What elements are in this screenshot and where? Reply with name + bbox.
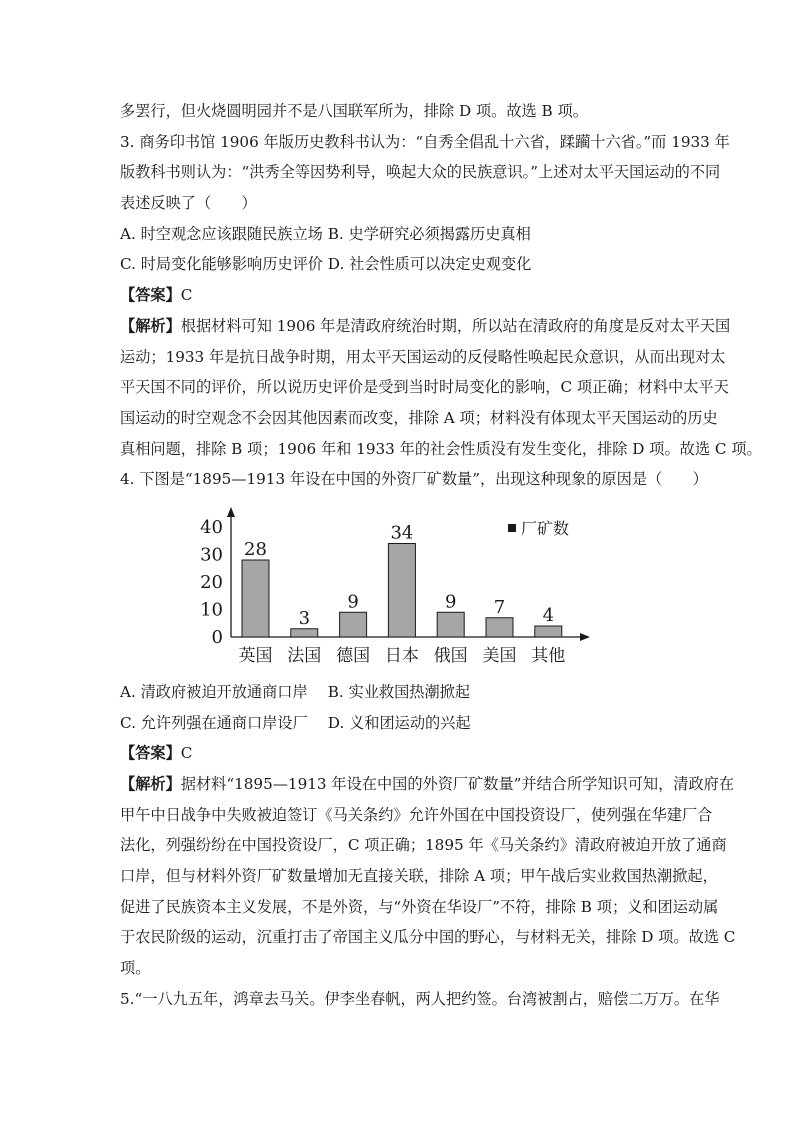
question-3 (120, 127, 762, 465)
data-label: 3 (298, 607, 311, 629)
category-label: 美国 (482, 645, 517, 666)
question-4 (120, 464, 736, 984)
y-tick-label: 10 (200, 599, 223, 621)
q3-stem-line: 3. 商务印书馆 1906 年版历史教科书认为：“自秀全倡乱十六省，蹂躏十六省。”而 1933 年 (120, 132, 730, 151)
data-label: 7 (493, 596, 506, 618)
y-tick-label: 30 (200, 544, 223, 566)
q4-stem: 4. 下图是“1895—1913 年设在中国的外资厂矿数量”，出现这种现象的原因是（ ） (120, 470, 708, 489)
q5-stem-start: 5.“一八九五年，鸿章去马关。伊李坐春帆，两人把约签。台湾被割占，赔偿二万万。在华 (120, 989, 720, 1008)
q4-analysis-line: 口岸，但与材料外资厂矿数量增加无直接关联，排除 A 项；甲午战后实业救国热潮掀起， (120, 867, 718, 886)
q3-analysis-line: 运动；1933 年是抗日战争时期，用太平天国运动的反侵略性唤起民众意识，从而出现对太 (120, 347, 726, 366)
q4-analysis-line: 【解析】据材料“1895—1913 年设在中国的外资厂矿数量”并结合所学知识可知，清政府在 (120, 775, 735, 793)
answer-value: C (180, 286, 193, 305)
q4-option: A. 清政府被迫开放通商口岸 B. 实业救国热潮掀起 (120, 682, 471, 701)
bar (535, 626, 562, 637)
bar (388, 543, 415, 637)
foreign-factory-bar-chart (120, 503, 690, 673)
q3-answer (120, 280, 690, 311)
bar (291, 629, 318, 637)
q4-answer (120, 738, 690, 769)
q3-analysis-line: 【解析】根据材料可知 1906 年是清政府统治时期，所以站在清政府的角度是反对太平天国 (120, 316, 731, 335)
category-label: 英国 (238, 645, 273, 666)
q2-tail: 多罢行，但火烧圆明园并不是八国联军所为，排除 D 项。故选 B 项。 (120, 102, 588, 120)
y-tick-label: 0 (211, 626, 223, 648)
q4-analysis-line: 甲午中日战争中失败被迫签订《马关条约》允许外国在中国投资设厂，使列强在华建厂合 (120, 805, 713, 824)
q3-analysis-line: 平天国不同的评价，所以说历史评价是受到当时时局变化的影响，C 项正确；材料中太平天 (120, 378, 729, 397)
category-label: 其他 (531, 645, 566, 666)
y-axis (227, 507, 235, 637)
data-label: 34 (390, 522, 414, 544)
legend (508, 519, 569, 538)
x-axis-arrow (580, 633, 590, 641)
analysis-label: 【解析】 (120, 775, 181, 793)
bar (486, 618, 513, 637)
category-label: 俄国 (433, 645, 468, 666)
legend-label: 厂矿数 (521, 518, 570, 538)
q3-option: A. 时空观念应该跟随民族立场 B. 史学研究必须揭露历史真相 (120, 224, 531, 243)
q3-analysis-line: 国运动的时空观念不会因其他因素而改变，排除 A 项；材料没有体现太平天国运动的历史 (120, 408, 718, 427)
category-label: 法国 (287, 645, 322, 666)
data-label: 4 (542, 604, 555, 626)
q4-option: C. 允许列强在通商口岸设厂 D. 义和团运动的兴起 (120, 713, 471, 732)
bar (437, 612, 464, 637)
q3-analysis-line: 真相问题，排除 B 项；1906 年和 1933 年的社会性质没有发生变化，排除 D 项。故选 C 项。 (120, 439, 762, 458)
bar (242, 560, 269, 637)
q4-analysis-line: 于农民阶级的运动，沉重打击了帝国主义瓜分中国的野心，与材料无关，排除 D 项。故选 C (120, 928, 736, 947)
legend-swatch (508, 524, 516, 532)
bar (340, 612, 367, 637)
y-axis-arrow (227, 507, 235, 517)
data-label: 28 (244, 538, 267, 560)
y-tick-label: 20 (200, 571, 223, 593)
answer-label: 【答案】 (120, 286, 181, 305)
answer-label: 【答案】 (120, 744, 181, 763)
y-tick-label: 40 (200, 516, 223, 538)
q3-stem-line: 表述反映了（ ） (120, 194, 257, 213)
q3-stem-line: 版教科书则认为：“洪秀全等因势利导，唤起大众的民族意识。”上述对太平天国运动的不同 (120, 163, 721, 182)
category-label: 日本 (384, 645, 419, 666)
q4-analysis-line: 促进了民族资本主义发展，不是外资，与“外资在华设厂”不符，排除 B 项；义和团运动属 (120, 897, 719, 916)
q3-option: C. 时局变化能够影响历史评价 D. 社会性质可以决定史观变化 (120, 255, 532, 274)
q4-analysis-line: 法化，列强纷纷在中国投资设厂，C 项正确；1895 年《马关条约》清政府被迫开放了通商 (120, 836, 727, 855)
answer-value: C (180, 744, 193, 763)
q4-analysis-line: 项。 (120, 959, 151, 978)
data-label: 9 (444, 591, 457, 613)
data-label: 9 (347, 591, 359, 613)
analysis-label: 【解析】 (120, 316, 181, 335)
category-label: 德国 (336, 645, 371, 666)
document-page (120, 96, 762, 1015)
